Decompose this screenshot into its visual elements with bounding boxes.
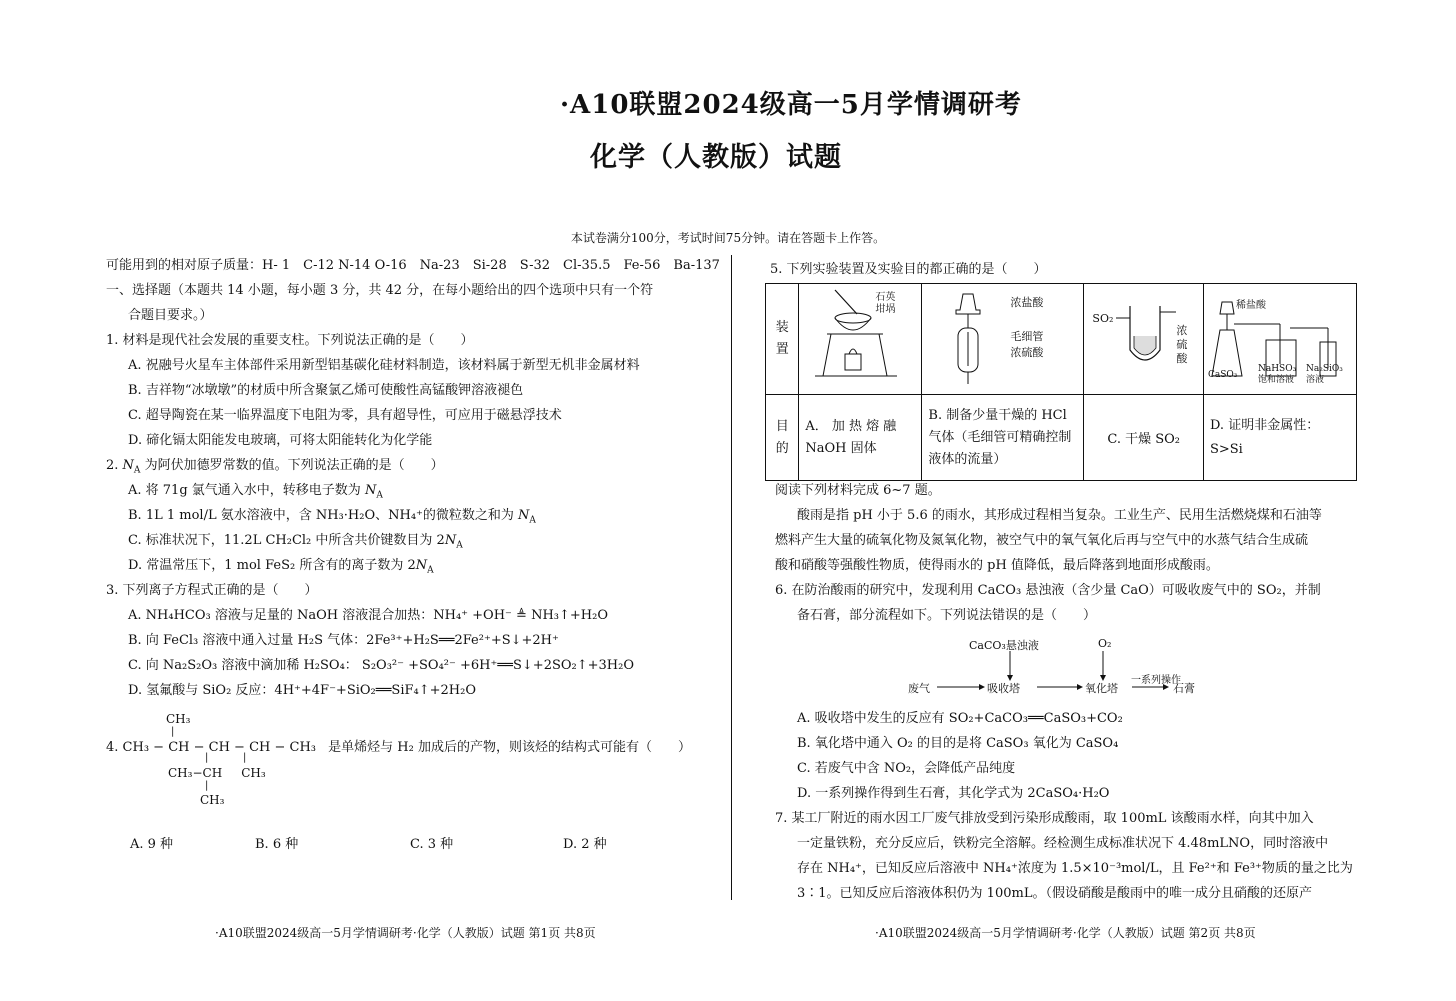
q3-option-d: D. 氢氟酸与 SiO₂ 反应：4H⁺+4F⁻+SiO₂══SiF₄↑+2H₂O	[128, 683, 476, 698]
q4-bond-mid1: |	[205, 752, 209, 763]
q6-option-a: A. 吸收塔中发生的反应有 SO₂+CaCO₃══CaSO₃+CO₂	[797, 711, 1123, 726]
section1-heading: 一、选择题（本题共 14 小题，每小题 3 分，共 42 分，在每小题给出的四个选项中只有一个符	[106, 283, 654, 298]
q4-bond-top: |	[171, 726, 175, 737]
q5-stem: 5. 下列实验装置及实验目的都正确的是（ ）	[770, 262, 1047, 277]
atomic-masses: 可能用到的相对原子质量：H- 1 C-12 N-14 O-16 Na-23 Si-28 S-32 Cl-35.5 Fe-56 Ba-137	[106, 258, 720, 273]
q7-line-1: 7. 某工厂附近的雨水因工厂废气排放受到污染形成酸雨，取 100mL 该酸雨水样，向其中加入	[775, 811, 1314, 826]
q6-flowchart: CaCO₃悬浊液 O₂ 废气 吸收塔 氧化塔 一系列操作 石膏	[905, 635, 1235, 695]
q5-apparatus-a: 石英坩埚	[799, 284, 922, 395]
q7-line-3: 存在 NH₄⁺，已知反应后溶液中 NH₄⁺浓度为 1.5×10⁻³mol/L，且 Fe²⁺和 Fe³⁺物质的量之比为	[797, 861, 1353, 876]
q1-stem: 1. 材料是现代社会发展的重要支柱。下列说法正确的是（ ）	[106, 333, 474, 348]
q3-option-b: B. 向 FeCl₃ 溶液中通入过量 H₂S 气体：2Fe³⁺+H₂S══2Fe²⁺+S↓+2H⁺	[128, 633, 559, 648]
q5-purpose-a: A． 加 热 熔 融 NaOH 固体	[799, 395, 922, 481]
q4-option-d: D. 2 种	[563, 837, 607, 852]
exam-title: ·A10联盟2024级高一5月学情调研考	[560, 90, 1022, 120]
q1-option-d: D. 碲化镉太阳能发电玻璃，可将太阳能转化为化学能	[128, 433, 433, 448]
q2-option-b: B. 1L 1 mol/L 氨水溶液中，含 NH₃·H₂O、NH₄⁺的微粒数之和为 $N_A$	[128, 508, 536, 526]
q3-option-a: A. NH₄HCO₃ 溶液与足量的 NaOH 溶液混合加热：NH₄⁺ +OH⁻ ≜ NH₃↑+H₂O	[128, 608, 608, 623]
q5-purpose-c: C. 干燥 SO₂	[1084, 395, 1204, 481]
q6-options-q7	[775, 706, 1353, 906]
q4-option-a: A. 9 种	[130, 837, 174, 852]
q4-bond-mid2: |	[243, 752, 247, 763]
section1-heading-cont: 合题目要求。）	[128, 308, 213, 323]
q2-option-c: C. 标准状况下，11.2L CH₂Cl₂ 中所含共价键数目为 $2N_A$	[128, 533, 463, 551]
q6-stem-2: 备石膏，部分流程如下。下列说法错误的是（ ）	[797, 608, 1097, 623]
right-column-text	[775, 478, 1322, 628]
q5-purpose-d: D. 证明非金属性：S>Si	[1203, 395, 1356, 481]
q5-label-purpose: 目的	[766, 395, 799, 481]
q5-apparatus-d: 稀盐酸 CaSO₃ NaHSO₃饱和溶液 Na₂SiO₃溶液	[1203, 284, 1356, 395]
q5-purpose-b: B. 制备少量干燥的 HCl 气体（毛细管可精确控制液体的流量）	[922, 395, 1084, 481]
left-footer: ·A10联盟2024级高一5月学情调研考·化学（人教版）试题 第1页 共8页	[215, 926, 596, 940]
q7-line-4: 3∶1。已知反应后溶液体积仍为 100mL。（假设硝酸是酸雨中的唯一成分且硝酸的还原产	[797, 886, 1312, 901]
exam-subtitle: 化学（人教版）试题	[590, 142, 842, 173]
q3-option-c: C. 向 Na₂S₂O₃ 溶液中滴加稀 H₂SO₄： S₂O₃²⁻ +SO₄²⁻ +6H⁺══S↓+2SO₂↑+3H₂O	[128, 658, 635, 673]
separatory-funnel-icon	[928, 284, 1008, 390]
q5-table	[765, 283, 1357, 481]
q6-stem-1: 6. 在防治酸雨的研究中，发现利用 CaCO₃ 悬浊液（含少量 CaO）可吸收废气中的 SO₂，并制	[775, 583, 1321, 598]
u-tube-icon	[1090, 284, 1190, 390]
q1-option-c: C. 超导陶瓷在某一临界温度下电阻为零，具有超导性，可应用于磁悬浮技术	[128, 408, 562, 423]
q4-struct-main: 4. CH₃ − CH − CH − CH − CH₃ 是单烯烃与 H₂ 加成后的产物，则该烃的结构式可能有（ ）	[106, 740, 691, 755]
q2-option-a: A. 将 71g 氯气通入水中，转移电子数为 $N_A$	[128, 483, 383, 501]
exam-note: 本试卷满分100分，考试时间75分钟。请在答题卡上作答。	[570, 231, 886, 245]
q4-struct-mid: CH₃−CH CH₃	[168, 766, 266, 780]
page-divider	[731, 255, 732, 900]
q6-option-d: D. 一系列操作得到生石膏，其化学式为 2CaSO₄·H₂O	[797, 786, 1110, 801]
q3-stem: 3. 下列离子方程式正确的是（ ）	[106, 583, 318, 598]
right-footer: ·A10联盟2024级高一5月学情调研考·化学（人教版）试题 第2页 共8页	[875, 926, 1256, 940]
q2-option-d: D. 常温常压下，1 mol FeS₂ 所含有的离子数为 $2N_A$	[128, 558, 434, 576]
q5-apparatus-b: 浓盐酸 毛细管 浓硫酸	[922, 284, 1084, 395]
read-instruction: 阅读下列材料完成 6~7 题。	[775, 483, 941, 498]
q5-label-apparatus: 装置	[766, 284, 799, 395]
q5-apparatus-c: SO₂ 浓硫酸	[1084, 284, 1204, 395]
passage-line-2: 燃料产生大量的硫氧化物及氮氧化物，被空气中的氧气氧化后再与空气中的水蒸气结合生成硫	[775, 533, 1309, 548]
q6-option-b: B. 氧化塔中通入 O₂ 的目的是将 CaSO₃ 氧化为 CaSO₄	[797, 736, 1119, 751]
q4-option-b: B. 6 种	[255, 837, 299, 852]
left-column	[106, 253, 720, 703]
q6-option-c: C. 若废气中含 NO₂，会降低产品纯度	[797, 761, 1016, 776]
q4-struct-bot: CH₃	[200, 793, 225, 807]
q7-line-2: 一定量铁粉，充分反应后，铁粉完全溶解。经检测生成标准状况下 4.48mLNO，同时溶液中	[797, 836, 1329, 851]
q4-bond-bot: |	[205, 780, 209, 791]
q4-struct-top: CH₃	[166, 712, 191, 726]
q1-option-a: A. 祝融号火星车主体部件采用新型铝基碳化硅材料制造，该材料属于新型无机非金属材料	[128, 358, 640, 373]
q2-stem: 2. $N_A$ 为阿伏加德罗常数的值。下列说法正确的是（ ）	[106, 458, 444, 476]
q4-option-c: C. 3 种	[410, 837, 454, 852]
passage-line-1: 酸雨是指 pH 小于 5.6 的雨水，其形成过程相当复杂。工业生产、民用生活燃烧煤和石油等	[797, 508, 1322, 523]
q1-option-b: B. 吉祥物“冰墩墩”的材质中所含聚氯乙烯可使酸性高锰酸钾溶液褪色	[128, 383, 524, 398]
passage-line-3: 酸和硝酸等强酸性物质，使得雨水的 pH 值降低，最后降落到地面形成酸雨。	[775, 558, 1219, 573]
